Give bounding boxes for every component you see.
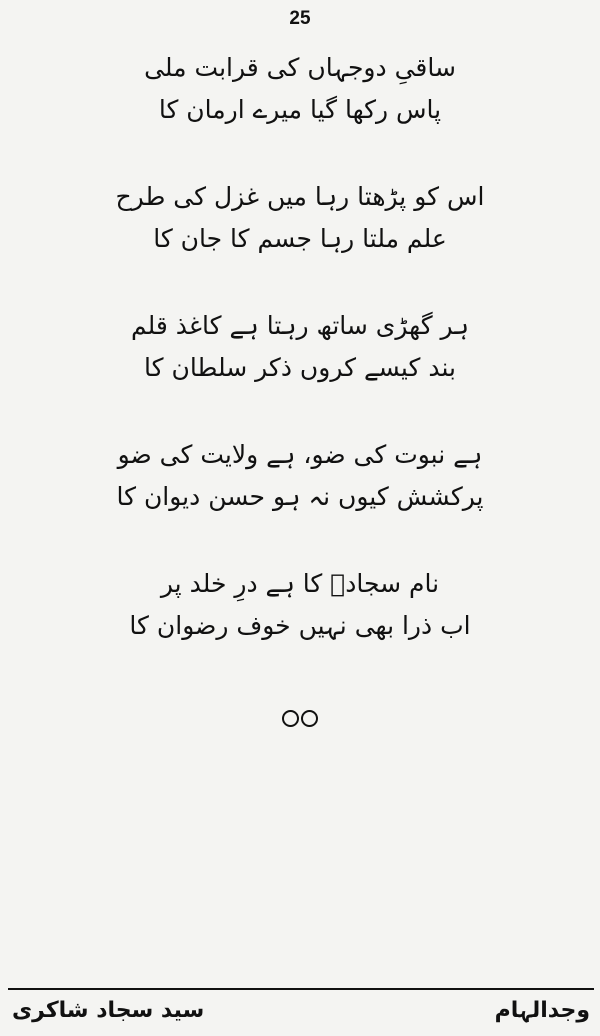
verse-line: ہے نبوت کی ضو، ہے ولایت کی ضو bbox=[117, 440, 483, 469]
circle-ornament-icon bbox=[282, 710, 299, 727]
verse-line: اب ذرا بھی نہیں خوف رضوان کا bbox=[129, 611, 471, 640]
circle-ornament-icon bbox=[301, 710, 318, 727]
verse-line: پرکشش کیوں نہ ہو حسن دیوان کا bbox=[116, 482, 484, 511]
verse-line: اس کو پڑھتا رہا میں غزل کی طرح bbox=[115, 182, 485, 211]
stanza-5 bbox=[0, 564, 600, 693]
verse-line: ہر گھڑی ساتھ رہتا ہے کاغذ قلم bbox=[131, 311, 469, 340]
footer-divider bbox=[8, 988, 594, 990]
stanza-2 bbox=[0, 177, 600, 306]
footer-author-name: سید سجاد شاکری bbox=[12, 998, 205, 1023]
verse-line: نام سجادؔ کا ہے درِ خلد پر bbox=[160, 569, 440, 598]
verse-line: بند کیسے کروں ذکر سلطان کا bbox=[144, 353, 456, 382]
end-of-poem-ornament bbox=[0, 710, 600, 727]
poem bbox=[0, 48, 600, 693]
stanza-1 bbox=[0, 48, 600, 177]
footer-book-title: وجدالہام bbox=[494, 998, 590, 1023]
page-number: 25 bbox=[289, 8, 311, 29]
verse-line: ساقیِ دوجہاں کی قرابت ملی bbox=[144, 53, 456, 82]
stanza-3 bbox=[0, 306, 600, 435]
stanza-4 bbox=[0, 435, 600, 564]
verse-line: علم ملتا رہا جسم کا جان کا bbox=[153, 224, 447, 253]
verse-line: پاس رکھا گیا میرے ارمان کا bbox=[158, 95, 442, 124]
